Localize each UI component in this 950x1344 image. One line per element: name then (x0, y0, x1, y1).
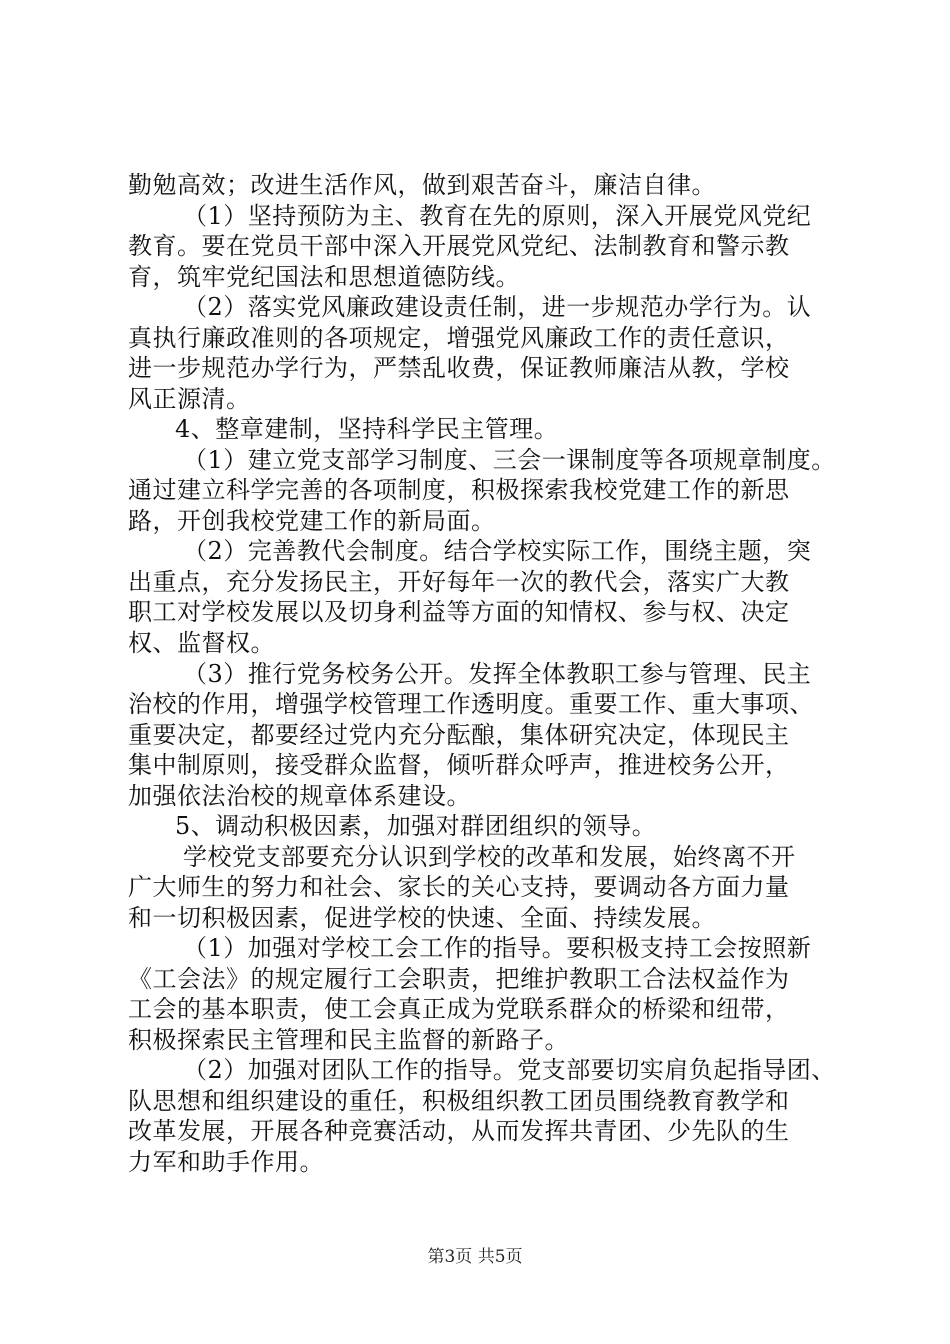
text-line: 教育。要在党员干部中深入开展党风党纪、法制教育和警示教 (128, 232, 790, 260)
section-heading: 5、调动积极因素，加强对群团组织的领导。 (175, 812, 657, 840)
text-line: 广大师生的努力和社会、家长的关心支持，要调动各方面力量 (128, 873, 790, 901)
text-line: 和一切积极因素，促进学校的快速、全面、持续发展。 (128, 904, 716, 932)
text-line: 勤勉高效；改进生活作风，做到艰苦奋斗，廉洁自律。 (128, 171, 716, 199)
page-footer: 第3页 共5页 (427, 1247, 523, 1267)
text-line: 改革发展，开展各种竞赛活动，从而发挥共青团、少先队的生 (128, 1117, 790, 1145)
text-line: 队思想和组织建设的重任，积极组织教工团员围绕教育教学和 (128, 1087, 790, 1115)
text-line: 学校党支部要充分认识到学校的改革和发展，始终离不开 (183, 843, 796, 871)
text-line: （1）坚持预防为主、教育在先的原则，深入开展党风党纪 (183, 202, 812, 230)
text-line: （2）完善教代会制度。结合学校实际工作，围绕主题，突 (183, 537, 812, 565)
text-line: 育，筑牢党纪国法和思想道德防线。 (128, 263, 520, 291)
text-line: 积极探索民主管理和民主监督的新路子。 (128, 1026, 569, 1054)
text-line: （2）加强对团队工作的指导。党支部要切实肩负起指导团、 (183, 1056, 836, 1084)
text-line: 《工会法》的规定履行工会职责，把维护教职工合法权益作为 (128, 965, 790, 993)
text-line: （1）加强对学校工会工作的指导。要积极支持工会按照新 (183, 934, 812, 962)
text-line: 力军和助手作用。 (128, 1148, 324, 1176)
text-line: 进一步规范办学行为，严禁乱收费，保证教师廉洁从教，学校 (128, 354, 790, 382)
text-line: （3）推行党务校务公开。发挥全体教职工参与管理、民主 (183, 660, 812, 688)
text-line: （1）建立党支部学习制度、三会一课制度等各项规章制度。 (183, 446, 836, 474)
text-line: 出重点，充分发扬民主，开好每年一次的教代会，落实广大教 (128, 568, 790, 596)
text-line: 工会的基本职责，使工会真正成为党联系群众的桥梁和纽带， (128, 995, 790, 1023)
text-line: 风正源清。 (128, 385, 251, 413)
text-line: 重要决定，都要经过党内充分酝酿，集体研究决定，体现民主 (128, 721, 790, 749)
text-line: 加强依法治校的规章体系建设。 (128, 782, 471, 810)
text-line: 集中制原则，接受群众监督，倾听群众呼声，推进校务公开， (128, 751, 790, 779)
text-line: 权、监督权。 (128, 629, 275, 657)
text-line: 通过建立科学完善的各项制度，积极探索我校党建工作的新思 (128, 476, 790, 504)
text-line: （2）落实党风廉政建设责任制，进一步规范办学行为。认 (183, 293, 812, 321)
section-heading: 4、整章建制，坚持科学民主管理。 (175, 415, 559, 443)
text-line: 真执行廉政准则的各项规定，增强党风廉政工作的责任意识， (128, 324, 790, 352)
text-line: 治校的作用，增强学校管理工作透明度。重要工作、重大事项、 (128, 690, 814, 718)
text-line: 路，开创我校党建工作的新局面。 (128, 507, 496, 535)
text-line: 职工对学校发展以及切身利益等方面的知情权、参与权、决定 (128, 598, 790, 626)
